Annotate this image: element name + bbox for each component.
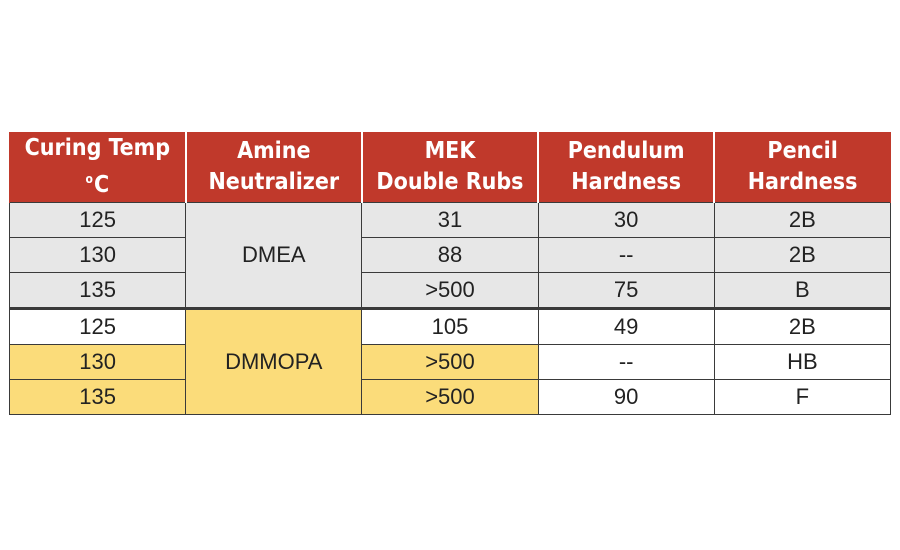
cell-pendulum: -- (538, 345, 714, 380)
cell-mek: >500 (362, 380, 538, 415)
cell-temp: 125 (10, 203, 186, 238)
header-mek-double-rubs: MEK Double Rubs (362, 132, 538, 203)
cell-neutralizer-dmea: DMEA (186, 203, 362, 309)
header-pencil-hardness: Pencil Hardness (714, 132, 890, 203)
header-amine-neutralizer: Amine Neutralizer (186, 132, 362, 203)
table-row (10, 238, 891, 273)
cell-pencil: HB (714, 345, 890, 380)
table-row (10, 345, 891, 380)
header-curing-temp: Curing Temp $^o$C (10, 132, 186, 203)
cell-temp: 135 (10, 380, 186, 415)
header-row (10, 132, 891, 203)
cell-pendulum: 90 (538, 380, 714, 415)
table-row (10, 380, 891, 415)
cell-temp: 130 (10, 345, 186, 380)
cell-pendulum: 75 (538, 273, 714, 309)
header-pendulum-hardness: Pendulum Hardness (538, 132, 714, 203)
cell-temp: 125 (10, 309, 186, 345)
cell-mek: >500 (362, 345, 538, 380)
cell-pendulum: -- (538, 238, 714, 273)
table-row (10, 203, 891, 238)
cell-mek: 31 (362, 203, 538, 238)
cell-pendulum: 30 (538, 203, 714, 238)
cell-temp: 135 (10, 273, 186, 309)
degree-sign: o (85, 172, 93, 186)
cell-mek: >500 (362, 273, 538, 309)
cell-mek: 105 (362, 309, 538, 345)
cell-pencil: F (714, 380, 890, 415)
cell-pencil: 2B (714, 238, 890, 273)
results-table (9, 132, 891, 415)
cell-pencil: 2B (714, 309, 890, 345)
cell-pendulum: 49 (538, 309, 714, 345)
cell-pencil: 2B (714, 203, 890, 238)
table-row (10, 309, 891, 345)
cell-pencil: B (714, 273, 890, 309)
table-row (10, 273, 891, 309)
cell-neutralizer-dmmopa: DMMOPA (186, 309, 362, 415)
cell-temp: 130 (10, 238, 186, 273)
cell-mek: 88 (362, 238, 538, 273)
